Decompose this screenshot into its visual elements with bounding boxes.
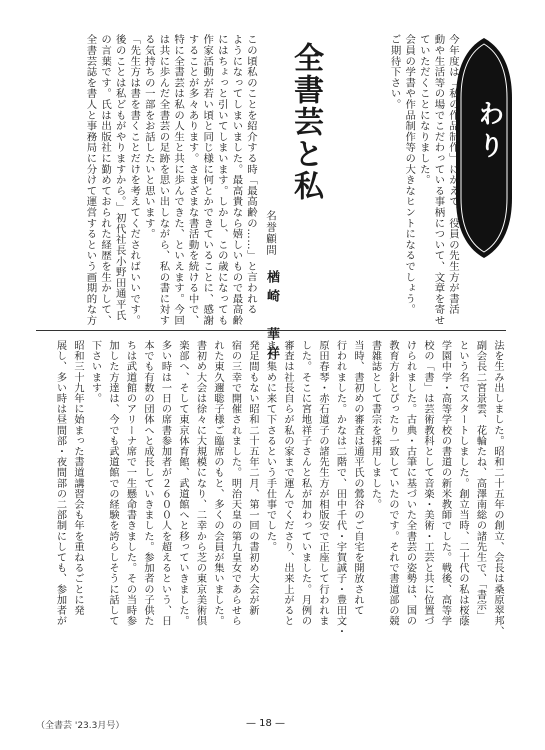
body-line: 審査は社長自らが私の家まで運んでくださり、出来上がると: [282, 340, 293, 627]
body-line: にはちょっと引いてしまいます。しかし、この歳になっても: [215, 34, 228, 326]
body-line: することが多々あります。さまざまな書活動を続ける中で、: [186, 34, 199, 326]
body-line: 特に全書芸は私の人生と共に歩んできた、といえます。今回: [172, 34, 185, 326]
body-line: 後のことは私どもがやりますから。」初代社長小野田通平氏: [113, 34, 126, 321]
source-note: （全書芸 '23.3月号）: [36, 721, 125, 731]
body-line: けられました。古典・古筆に基づいた全書芸の姿勢は、国の: [404, 340, 416, 627]
intro-line: ていただくことになりました。: [417, 34, 430, 186]
body-line: 加した方達は、今でも武道館での経験を誇らしそうに話して: [107, 340, 118, 627]
page-number: — 18 —: [245, 718, 286, 729]
body-line: 「先生方は書を書くことだけを考えてくださればいいです。: [128, 34, 141, 326]
series-title-badge: [454, 38, 541, 258]
body-line: 本でも有数の団体へと成長していきました。参加者の子供た: [142, 340, 153, 627]
intro-line: ご期待下さい。: [388, 34, 401, 110]
body-line: 副会長二宮景雲、花輪たね、高澤南総の諸先生で、「書宗」: [474, 340, 486, 622]
body-line: 学園中学・高等学校の書道の新米教師でした。戦後、高等学: [439, 340, 451, 627]
section-divider: [36, 330, 506, 331]
intro-line: 今年度は「私の作品制作」にかえて、役員の先生方が書活: [447, 34, 459, 315]
body-line: 校の「書」は芸術教科として音楽・美術・工芸と共に位置づ: [422, 340, 433, 627]
body-line: また集めに来て下さるという手仕事でした。: [264, 340, 276, 552]
body-line: ちは武道館のアリーナ席で一生懸命書きました。その当時参: [124, 340, 136, 627]
body-line: 展し、多い時は昼間部・夜間部の二部制にしても、参加者が: [54, 340, 66, 627]
body-line: 行われました。かなは二階で、田中千代・宇賀誠子・豊田文・: [334, 340, 346, 637]
body-line: の言葉です。氏は出版社に勤めておられた経歴を生かして、: [99, 34, 112, 326]
body-line: 昭和三十九年に始まった書道講習会も年を重ねるごとに発: [72, 340, 83, 616]
body-line: という名でスタートしました。創立当時、二十代の私は桜蔭: [457, 340, 468, 627]
intro-text: [338, 34, 460, 324]
body-line: した。そこに宮地祥子さんと私が加わっていました。月例の: [299, 340, 311, 627]
body-line: 全書芸誌を書人と事務局に分けて運営するという画期的な方: [84, 34, 97, 326]
body-line: この頃私のことを紹介する時「最高齢の……」と言われる: [245, 34, 257, 315]
series-title: 私のこだわり: [474, 100, 541, 228]
body-line: 多い時は一日の席書参加者が２６００人を超えるという、日: [159, 340, 171, 627]
intro-line: 会員の学書や作品制作等の大きなヒントになるでしょう。: [403, 34, 416, 315]
body-line: 書雑誌として書宗を採用しました。: [369, 340, 381, 510]
body-line: 発足間もない昭和二十五年二月、第一回の書初め大会が新: [247, 340, 258, 616]
body-line: 楽部へ、そして東京体育館、武道館へと移っていきました。: [177, 340, 188, 627]
body-line: 書初め大会は徐々に大規模になり、二幸から芝の東京美術倶: [194, 340, 206, 627]
body-line: る気持ちの一部をお話したいと思います。: [142, 34, 155, 240]
body-line: 法を生み出しました。昭和二十五年の創立、会長は桑原翠邦、: [492, 340, 503, 637]
body-line: れた東久邇聡子様ご臨席のもと、多くの会員が集いました。: [212, 340, 223, 627]
author-role: 名誉顧問: [265, 210, 277, 256]
body-line: 教育方針とぴったり一致していたのです。それで書道部の競: [387, 340, 398, 627]
body-line: は共に歩んだ全書芸の足跡を思い出しながら、私の書に対す: [157, 34, 170, 326]
article-body-lower: [36, 340, 506, 702]
body-line: 当時、書初めの審査は通平氏の鶯谷のご自宅を開放されて: [352, 340, 363, 616]
article-title: 全書芸と私: [288, 42, 323, 202]
body-line: 宿の三幸で開催されました。明治天皇の第九皇女であらせら: [229, 340, 241, 627]
body-line: ようになってしまいました。最高貴なら嬉しいもので最高齢: [230, 34, 243, 326]
body-line: 作家活動が若い頃と同じ様に何とかできていることに、感謝: [201, 34, 214, 326]
body-line: 下さいます。: [89, 340, 101, 404]
intro-line: 動や生活等の場でこだわっている事柄について、文章を寄せ: [432, 34, 445, 326]
article-body-upper: [36, 34, 258, 324]
author-name: 楢崎 華祥: [264, 270, 279, 366]
body-line: 原田春琴・赤石道子の諸先生方が相版安で正座して行われま: [317, 340, 328, 627]
